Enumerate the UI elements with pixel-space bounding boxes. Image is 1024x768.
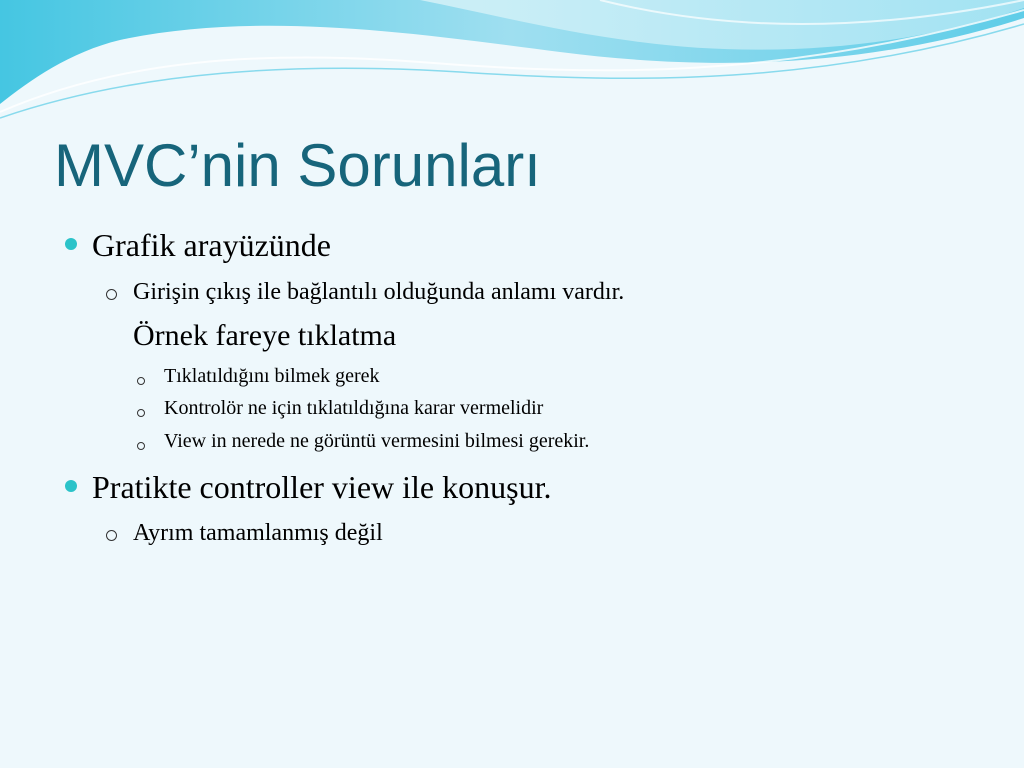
bullet-item: Kontrolör ne için tıklatıldığına karar vermelidir	[164, 397, 544, 419]
bullet-ring-icon	[137, 377, 145, 385]
bullet-item: Örnek fareye tıklatma	[133, 319, 397, 352]
bullet-ring-icon	[137, 409, 145, 417]
slide-title: MVC’nin Sorunları	[54, 132, 541, 199]
bullet-item: Ayrım tamamlanmış değil	[133, 520, 383, 546]
bullet-item: Girişin çıkış ile bağlantılı olduğunda anlamı vardır.	[133, 279, 625, 305]
bullet-dot-icon	[65, 238, 77, 250]
bullet-item: Tıklatıldığını bilmek gerek	[164, 365, 380, 387]
bullet-item: Grafik arayüzünde	[92, 227, 331, 263]
bullet-ring-icon	[106, 289, 117, 300]
bullet-item: Pratikte controller view ile konuşur.	[92, 469, 552, 505]
bullet-item: View in nerede ne görüntü vermesini bilmesi gerekir.	[164, 430, 590, 452]
bullet-dot-icon	[65, 480, 77, 492]
bullet-ring-icon	[137, 442, 145, 450]
bullet-ring-icon	[106, 530, 117, 541]
